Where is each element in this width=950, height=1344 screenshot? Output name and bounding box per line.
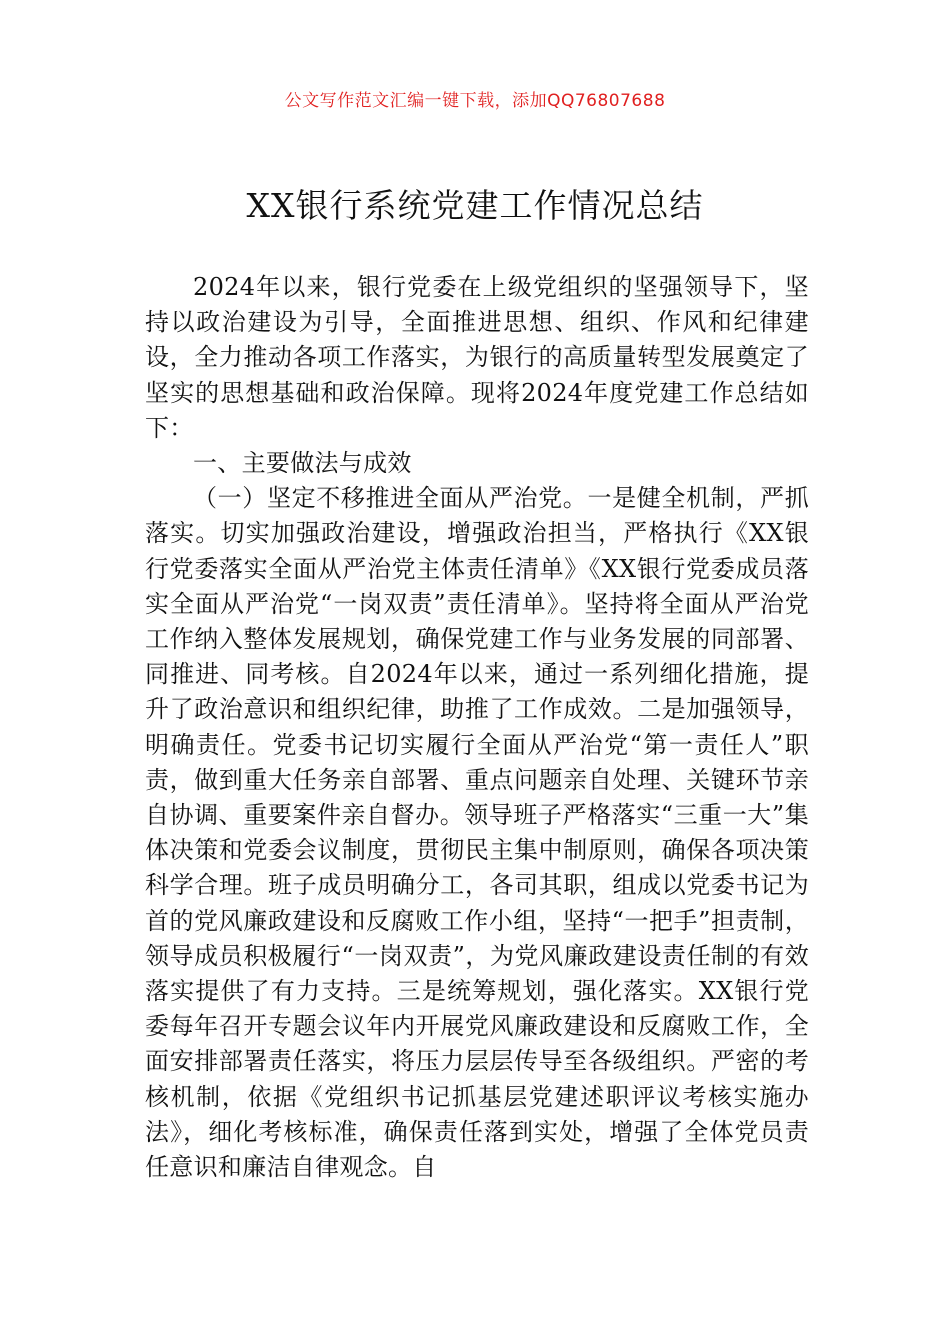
header-download-note: 公文写作范文汇编一键下载，添加QQ76807688 <box>284 91 666 111</box>
body-paragraph: （一）坚定不移推进全面从严治党。一是健全机制，严抓落实。切实加强政治建设，增强政治担当，严格执行《XX银行党委落实全面从严治党主体责任清单》《XX银行党委成员落实全面从严治党“一岗双责”责任清单》。坚持将全面从严治党工作纳入整体发展规划，确保党建工作与业务发展的同部署、同推进、同考核。自2024年以来，通过一系列细化措施，提升了政治意识和组织纪律，助推了工作成效。二是加强领导，明确责任。党委书记切实履行全面从严治党“第一责任人”职责，做到重大任务亲自部署、重点问题亲自处理、关键环节亲自协调、重要案件亲自督办。领导班子严格落实“三重一大”集体决策和党委会议制度，贯彻民主集中制原则，确保各项决策科学合理。班子成员明确分工，各司其职，组成以党委书记为首的党风廉政建设和反腐败工作小组，坚持“一把手”担责制，领导成员积极履行“一岗双责”，为党风廉政建设责任制的有效落实提供了有力支持。三是统筹规划，强化落实。XX银行党委每年召开专题会议年内开展党风廉政建设和反腐败工作，全面安排部署责任落实，将压力层层传导至各级组织。严密的考核机制，依据《党组织书记抓基层党建述职评议考核实施办法》，细化考核标准，确保责任落到实处，增强了全体党员责任意识和廉洁自律观念。自 <box>145 484 809 1182</box>
intro-paragraph: 2024年以来，银行党委在上级党组织的坚强领导下，坚持以政治建设为引导，全面推进思想、组织、作风和纪律建设，全力推动各项工作落实，为银行的高质量转型发展奠定了坚实的思想基础和政治保障。现将2024年度党建工作总结如下： <box>145 273 809 442</box>
section-heading: 一、主要做法与成效 <box>193 449 412 478</box>
document-body <box>145 270 809 1185</box>
document-title: XX银行系统党建工作情况总结 <box>246 186 704 225</box>
